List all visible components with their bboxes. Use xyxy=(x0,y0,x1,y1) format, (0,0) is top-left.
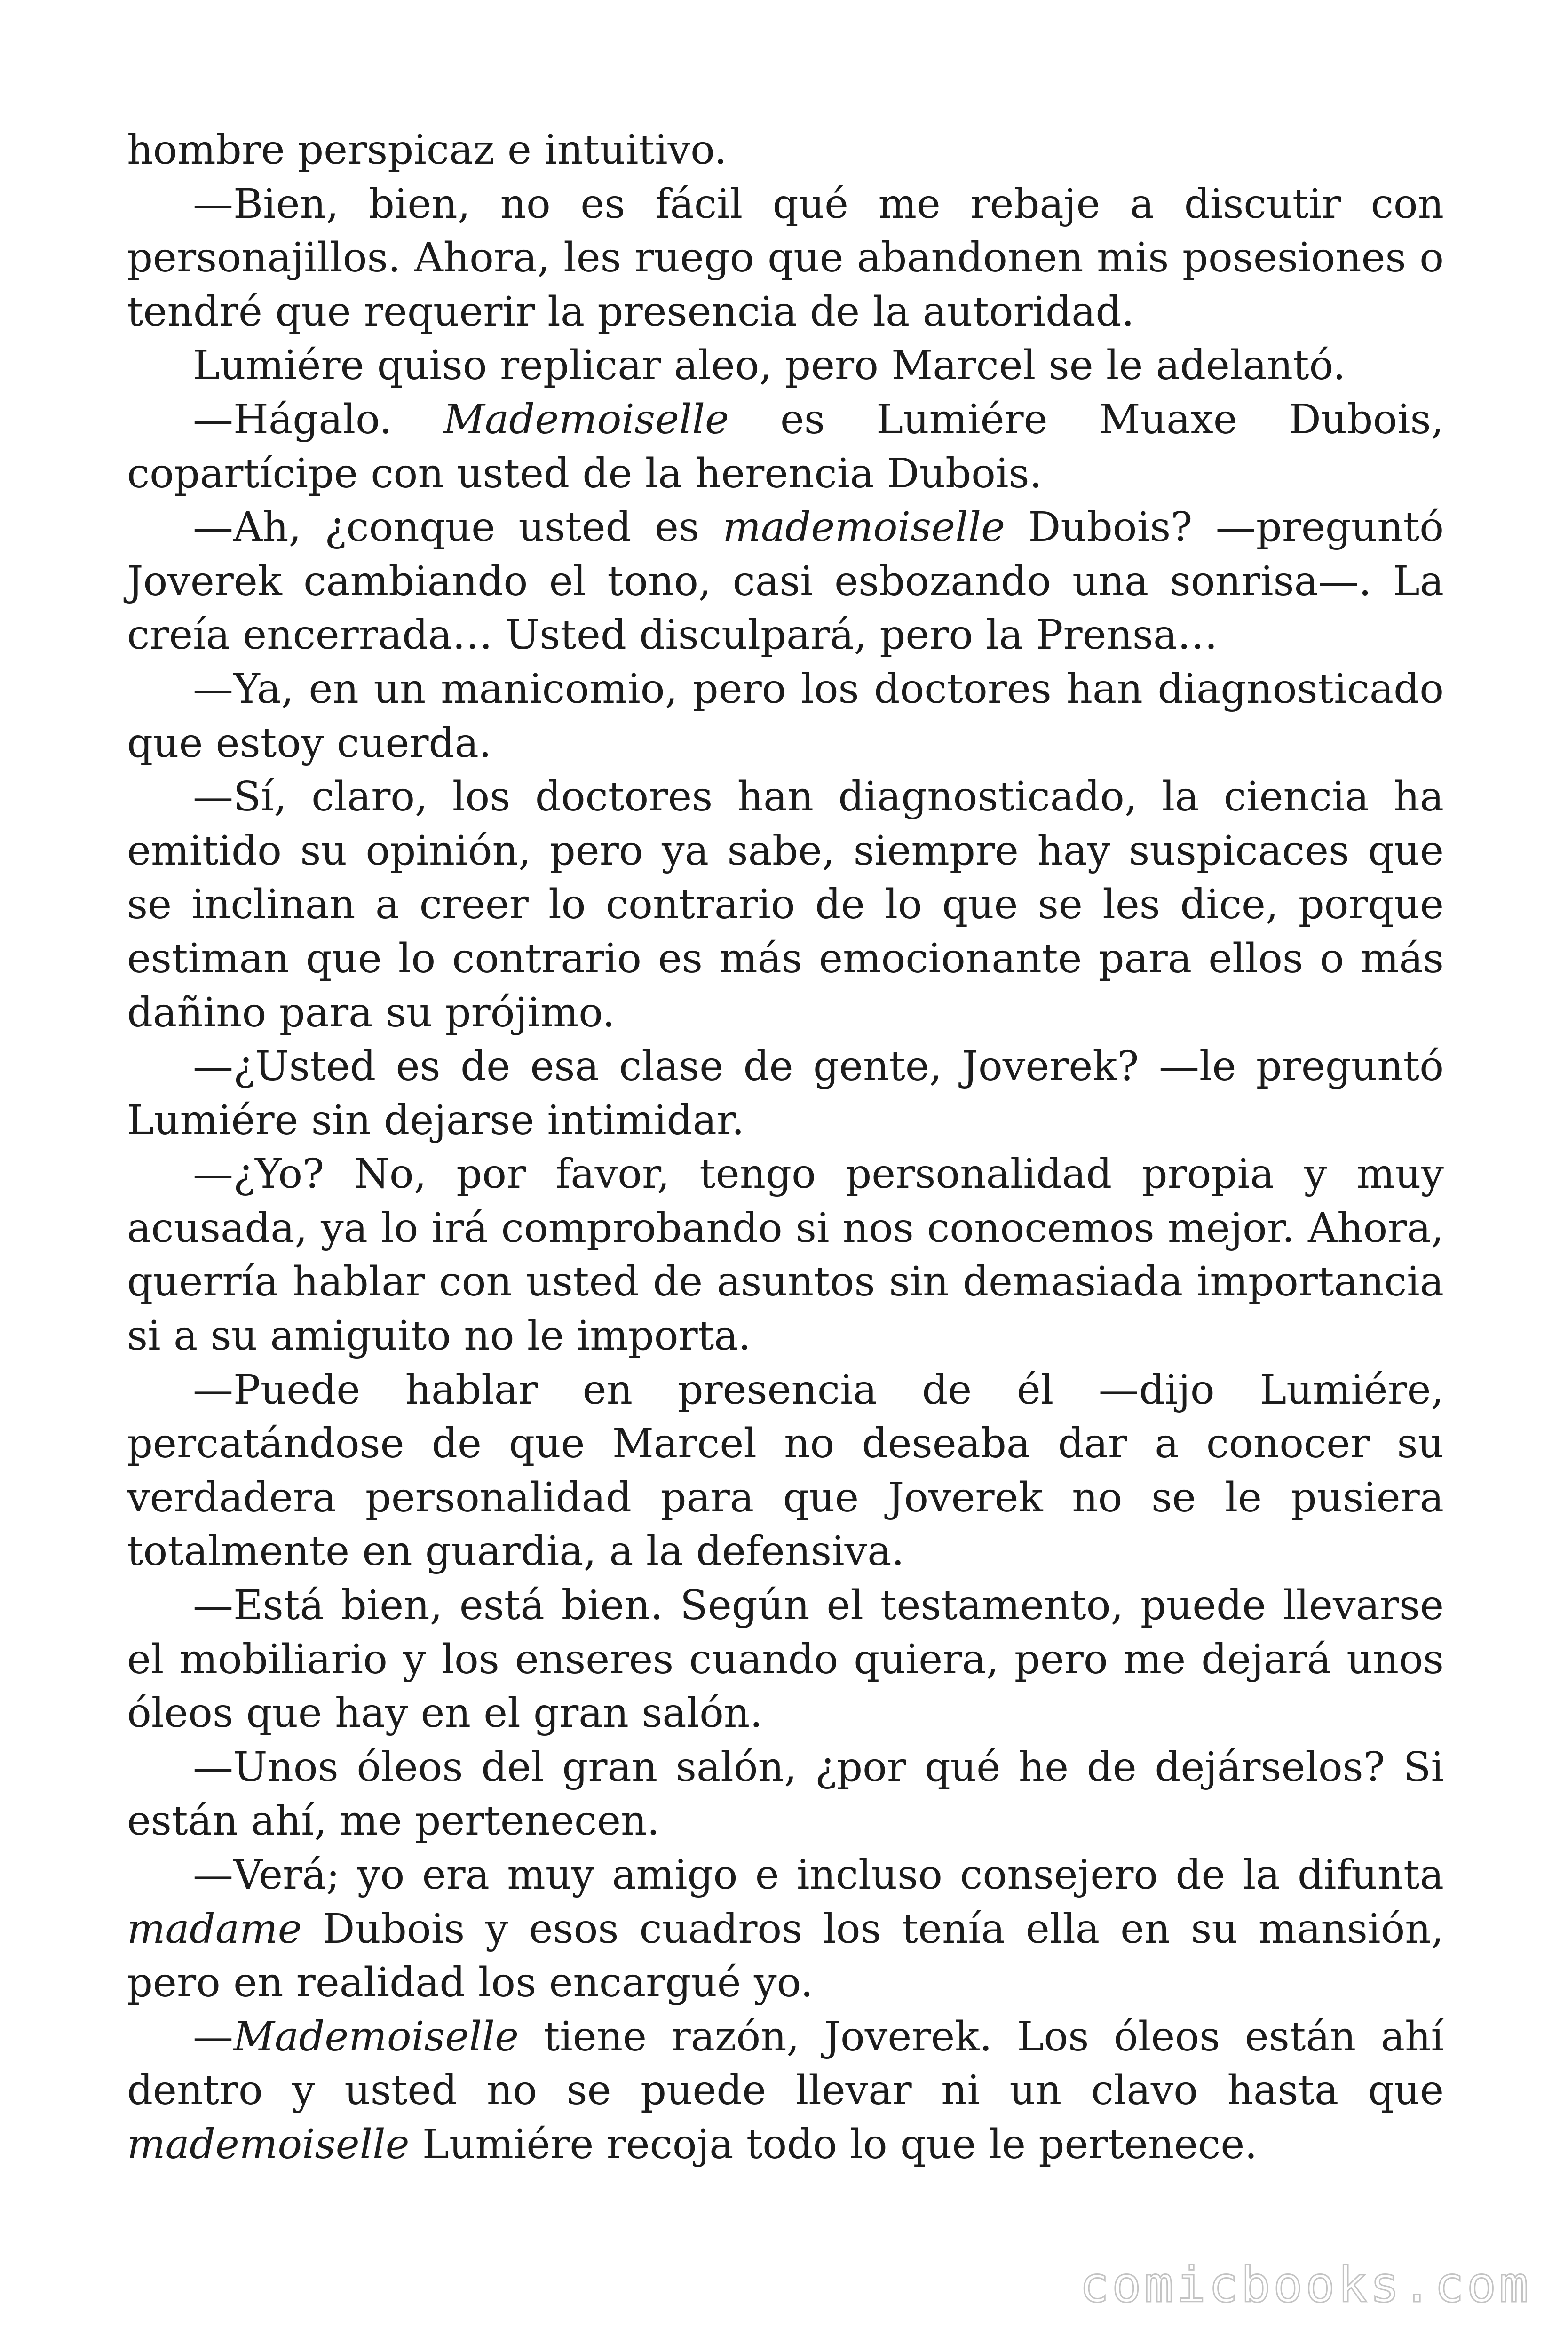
paragraph xyxy=(127,1040,1444,1147)
watermark-logo: comicbooks.com xyxy=(1079,2256,1531,2313)
text-run: Lumiére quiso replicar aleo, pero Marcel se le adelantó. xyxy=(193,342,1346,389)
text-run: —Unos óleos del gran salón, ¿por qué he de dejárselos? Si están ahí, me pertenecen. xyxy=(127,1743,1444,1845)
paragraph xyxy=(127,770,1444,1040)
paragraph xyxy=(127,393,1444,501)
text-run: —Ya, en un manicomio, pero los doctores han diagnosticado que estoy cuerda. xyxy=(127,665,1444,767)
text-run: tiene razón, Joverek. Los óleos están ahí dentro y usted no se puede llevar ni un clavo hasta que xyxy=(127,2013,1444,2114)
text-run: — xyxy=(193,2013,233,2060)
text-run: Lumiére recoja todo lo que le pertenece. xyxy=(409,2121,1258,2168)
italic-text: mademoiselle xyxy=(127,2121,410,2168)
paragraph xyxy=(127,1363,1444,1579)
paragraph xyxy=(127,1740,1444,1848)
text-run: Dubois y esos cuadros los tenía ella en su mansión, pero en realidad los encargué yo. xyxy=(127,1905,1444,2007)
paragraph xyxy=(127,1579,1444,1740)
text-run: —Bien, bien, no es fácil qué me rebaje a discutir con personajillos. Ahora, les ruego que abandonen mis posesiones o tendré que requerir la presencia de la autoridad. xyxy=(127,180,1444,335)
paragraph xyxy=(127,177,1444,339)
text-run: es Lumiére Muaxe Dubois, copartícipe con usted de la herencia Dubois. xyxy=(127,396,1444,497)
text-run: —Verá; yo era muy amigo e incluso consejero de la difunta xyxy=(193,1851,1444,1899)
text-run: —Ah, ¿conque usted es xyxy=(193,504,723,551)
paragraph xyxy=(127,1147,1444,1363)
text-run: —Sí, claro, los doctores han diagnosticado, la ciencia ha emitido su opinión, pero ya sabe, siempre hay suspicaces que se inclinan a creer lo contrario de lo que se les dice, porque estiman que lo contrario es más emocionante para ellos o más dañino para su prójimo. xyxy=(127,773,1444,1036)
text-run: —Puede hablar en presencia de él —dijo Lumiére, percatándose de que Marcel no deseaba dar a conocer su verdadera personalidad para que Joverek no se le pusiera totalmente en guardia, a la defensiva. xyxy=(127,1366,1444,1575)
paragraph xyxy=(127,123,1444,177)
page-text xyxy=(127,123,1444,2172)
text-run: —Hágalo. xyxy=(193,396,443,443)
text-run: hombre perspicaz e intuitivo. xyxy=(127,127,727,174)
text-run: —¿Usted es de esa clase de gente, Joverek? —le preguntó Lumiére sin dejarse intimidar. xyxy=(127,1043,1444,1144)
paragraph xyxy=(127,2010,1444,2172)
paragraph xyxy=(127,1848,1444,2010)
italic-text: mademoiselle xyxy=(722,504,1005,551)
italic-text: madame xyxy=(127,1905,302,1953)
paragraph xyxy=(127,339,1444,393)
book-page xyxy=(127,123,1444,2172)
paragraph xyxy=(127,662,1444,770)
italic-text: Mademoiselle xyxy=(233,2013,519,2060)
text-run: Dubois? —preguntó Joverek cambiando el tono, casi esbozando una sonrisa—. La creía encerrada… Usted disculpará, pero la Prensa… xyxy=(127,504,1444,659)
italic-text: Mademoiselle xyxy=(443,396,729,443)
text-run: —¿Yo? No, por favor, tengo personalidad propia y muy acusada, ya lo irá comprobando si nos conocemos mejor. Ahora, querría hablar con usted de asuntos sin demasiada importancia si a su amiguito no le importa. xyxy=(127,1151,1444,1360)
text-run: —Está bien, está bien. Según el testamento, puede llevarse el mobiliario y los enseres cuando quiera, pero me dejará unos óleos que hay en el gran salón. xyxy=(127,1582,1444,1737)
paragraph xyxy=(127,501,1444,662)
